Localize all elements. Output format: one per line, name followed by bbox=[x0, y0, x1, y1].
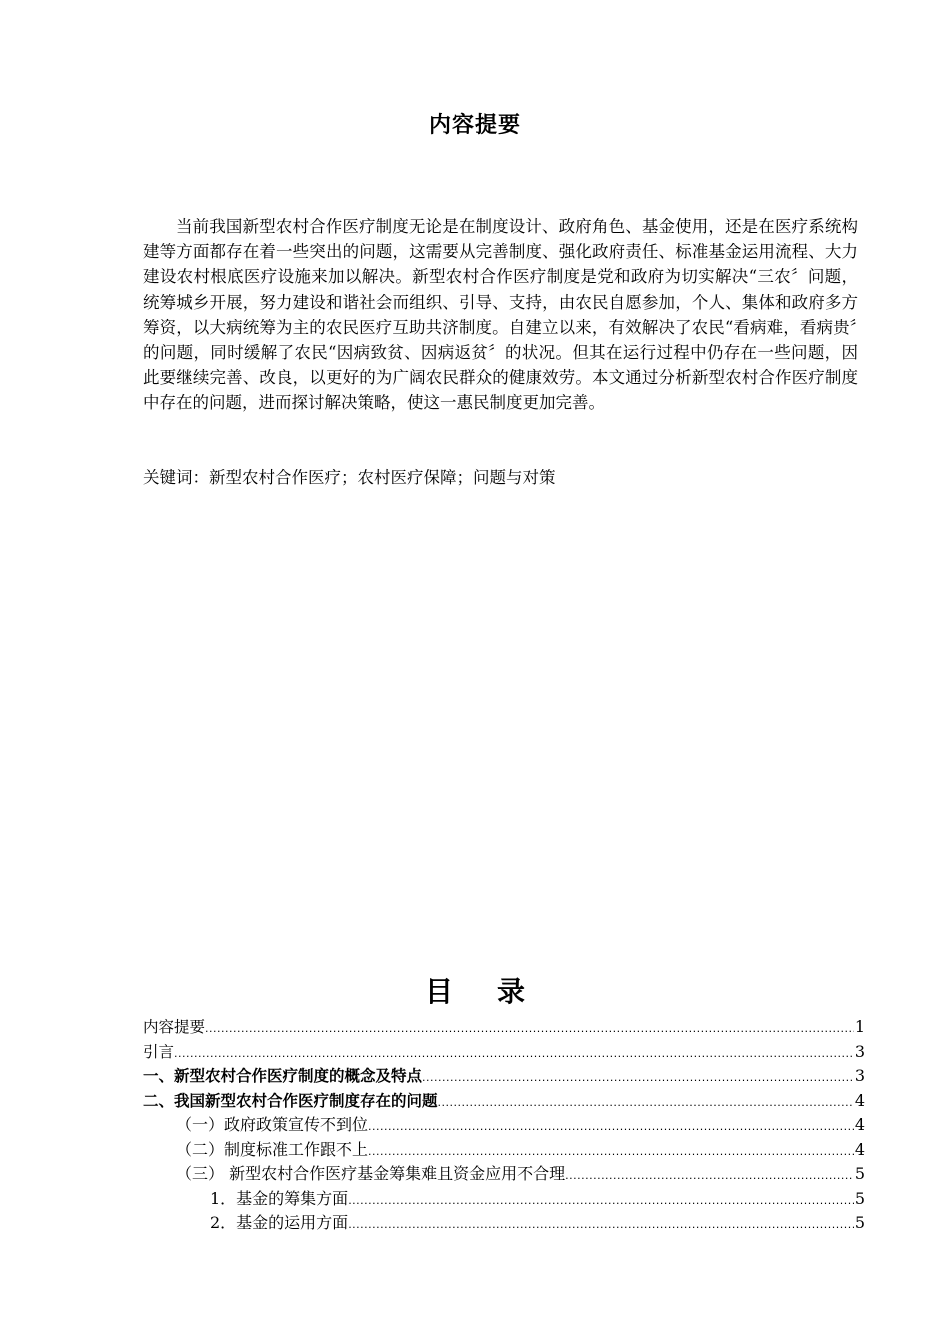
toc-entry-label: （二）制度标准工作跟不上 bbox=[176, 1139, 369, 1159]
toc-entry-subsection-2-3-2[interactable] bbox=[143, 1211, 865, 1236]
toc-page-number: 4 bbox=[854, 1139, 865, 1159]
toc-page-number: 4 bbox=[854, 1090, 865, 1110]
toc-entry-label: （三） 新型农村合作医疗基金筹集难且资金应用不合理 bbox=[176, 1164, 566, 1183]
toc-dot-leader bbox=[438, 1091, 854, 1116]
toc-entry-label: 二、我国新型农村合作医疗制度存在的问题 bbox=[143, 1091, 438, 1110]
toc-dot-leader bbox=[368, 1140, 854, 1165]
toc-dot-leader bbox=[368, 1115, 854, 1140]
table-of-contents bbox=[143, 1015, 865, 1236]
toc-dot-leader bbox=[174, 1042, 854, 1067]
toc-entry-abstract[interactable] bbox=[143, 1015, 865, 1040]
toc-dot-leader bbox=[348, 1213, 854, 1238]
toc-page-number: 5 bbox=[854, 1188, 865, 1208]
toc-page-number: 4 bbox=[854, 1115, 865, 1134]
toc-entry-label: （一）政府政策宣传不到位 bbox=[176, 1115, 369, 1134]
toc-page-number: 5 bbox=[854, 1213, 865, 1232]
toc-entry-label: 1．基金的筹集方面 bbox=[210, 1188, 349, 1208]
toc-entry-section-2-3[interactable] bbox=[143, 1162, 865, 1187]
toc-entry-chapter-1[interactable] bbox=[143, 1064, 865, 1089]
toc-title-left: 目 bbox=[424, 975, 453, 1008]
toc-entry-section-2-1[interactable] bbox=[143, 1113, 865, 1138]
toc-dot-leader bbox=[205, 1017, 854, 1042]
toc-entry-chapter-2[interactable] bbox=[143, 1089, 865, 1114]
toc-entry-subsection-2-3-1[interactable] bbox=[143, 1187, 865, 1212]
toc-entry-label: 内容提要 bbox=[143, 1018, 206, 1036]
keywords-line: 关键词：新型农村合作医疗；农村医疗保障；问题与对策 bbox=[143, 468, 556, 487]
abstract-body: 当前我国新型农村合作医疗制度无论是在制度设计、政府角色、基金使用，还是在医疗系统构建等方面都存在着一些突出的问题，这需要从完善制度、强化政府责任、标准基金运用流程、大力建设农村根底医疗设施来加以解决。新型农村合作医疗制度是党和政府为切实解决“三农〞问题，统筹城乡开展，努力建设和谐社会而组织、引导、支持，由农民自愿参加，个人、集体和政府多方筹资，以大病统筹为主的农民医疗互助共济制度。自建立以来，有效解决了农民“看病难，看病贵〞的问题，同时缓解了农民“因病致贫、因病返贫〞的状况。但其在运行过程中仍存在一些问题，因此要继续完善、改良，以更好的为广阔农民群众的健康效劳。本文通过分析新型农村合作医疗制度中存在的问题，进而探讨解决策略，使这一惠民制度更加完善。 bbox=[143, 217, 858, 413]
toc-page-number: 1 bbox=[854, 1017, 865, 1036]
toc-dot-leader bbox=[348, 1189, 854, 1214]
abstract-title: 内容提要 bbox=[428, 113, 521, 138]
toc-entry-introduction[interactable] bbox=[143, 1040, 865, 1065]
toc-entry-label: 一、新型农村合作医疗制度的概念及特点 bbox=[143, 1067, 423, 1085]
toc-page-number: 5 bbox=[854, 1164, 865, 1183]
toc-page-number: 3 bbox=[854, 1066, 865, 1085]
toc-title-right: 录 bbox=[497, 975, 526, 1008]
toc-entry-label: 2．基金的运用方面 bbox=[210, 1213, 349, 1232]
toc-entry-label: 引言 bbox=[143, 1042, 175, 1061]
toc-page-number: 3 bbox=[854, 1041, 865, 1061]
toc-title bbox=[0, 970, 950, 1010]
toc-entry-section-2-2[interactable] bbox=[143, 1138, 865, 1163]
toc-dot-leader bbox=[565, 1164, 854, 1189]
toc-dot-leader bbox=[422, 1066, 854, 1091]
